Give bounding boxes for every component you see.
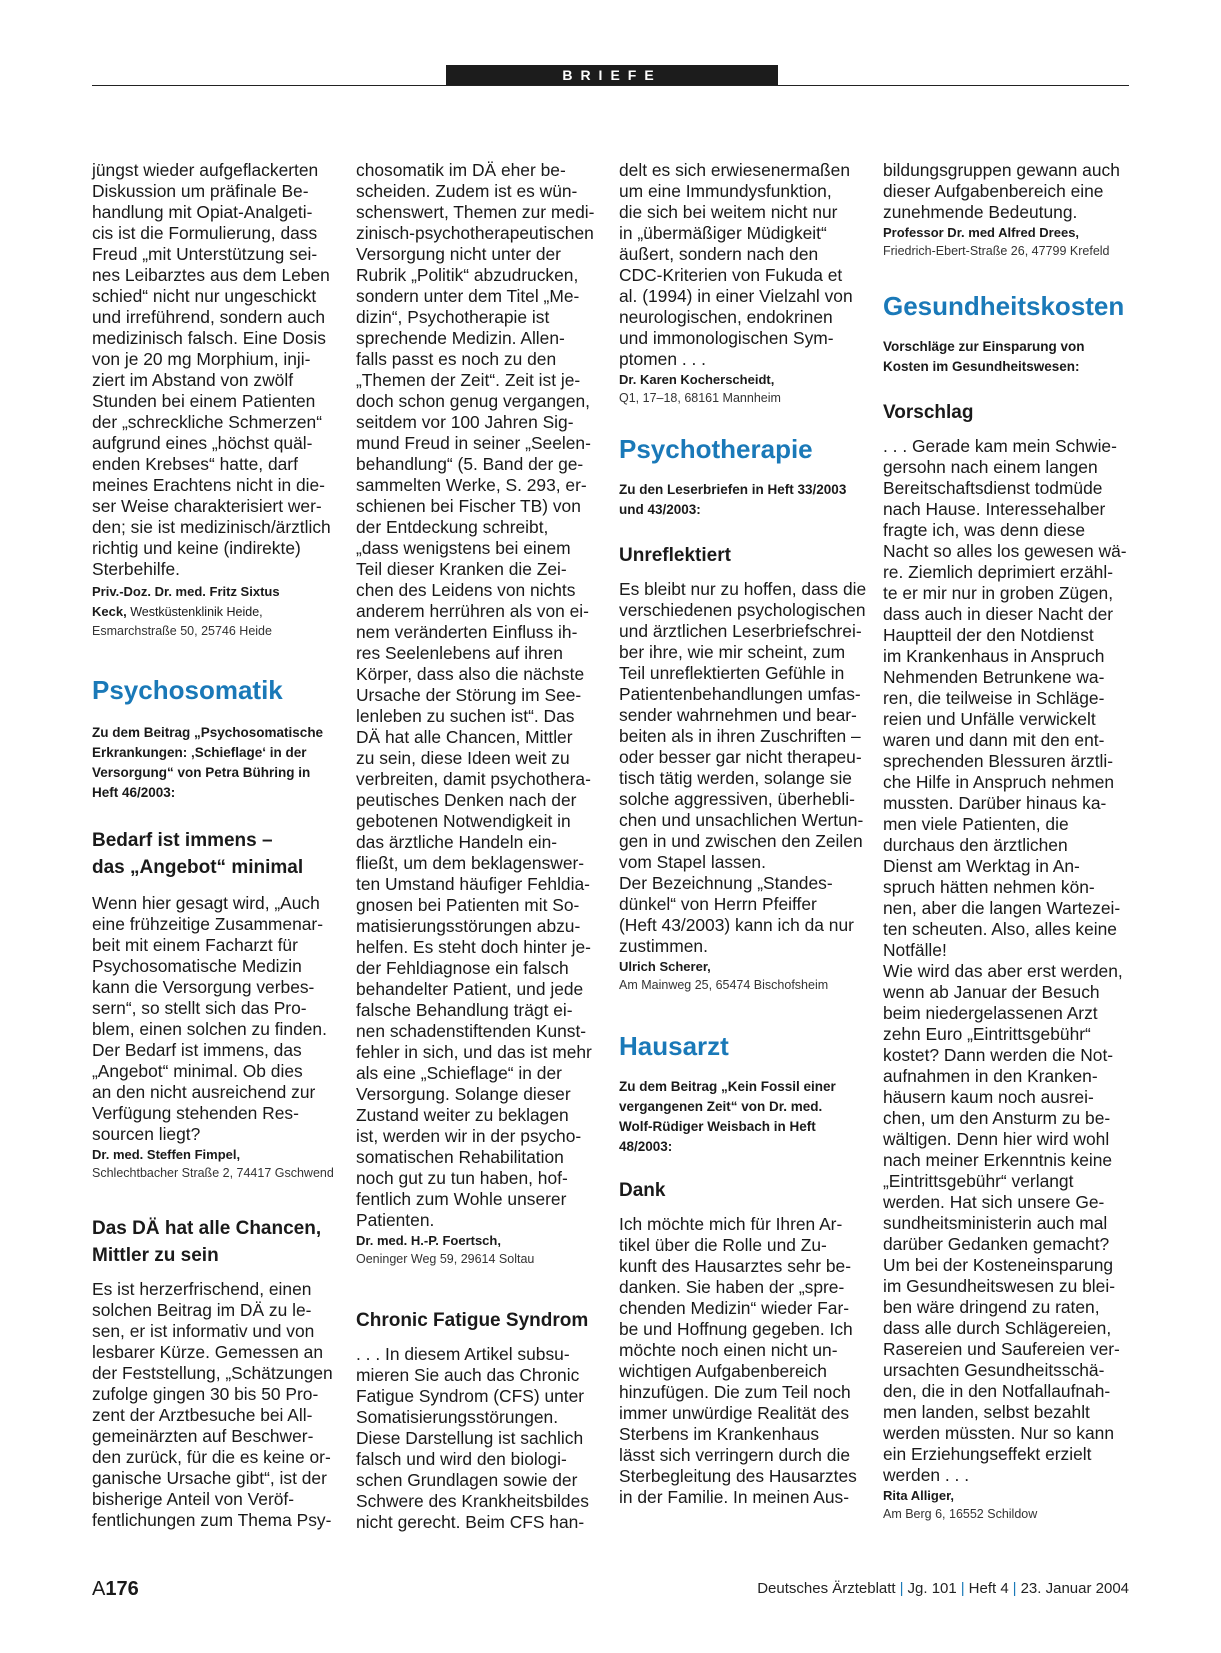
column-2 [356, 160, 608, 1533]
signature-name: Rita Alliger, [883, 1488, 955, 1503]
letter-headline: Das DÄ hat alle Chancen, Mittler zu sein [92, 1218, 322, 1266]
letter-headline: Bedarf ist immens – das „Angebot“ minimal [92, 830, 304, 878]
date: 23. Januar 2004 [1020, 1580, 1129, 1597]
column-4 [883, 160, 1135, 1524]
signature-address: Oeninger Weg 59, 29614 Soltau [356, 1252, 535, 1266]
signature-name: Dr. med. Steffen Fimpel, [92, 1147, 241, 1162]
signature-address: Esmarchstraße 50, 25746 Heide [92, 624, 272, 638]
signature-address: Am Berg 6, 16552 Schildow [883, 1507, 1038, 1521]
section-intro: Zu dem Beitrag „Kein Fossil einer vergangenen Zeit“ von Dr. med. Wolf-Rüdiger Weisbach in Heft 48/2003: [619, 1079, 836, 1154]
body-text: bildungsgruppen gewann auch dieser Aufgabenbereich eine zunehmende Bedeutung. [883, 160, 1120, 222]
column-3 [619, 160, 871, 1508]
section-intro: Zu dem Beitrag „Psychosomatische Erkrankungen: ‚Schieflage‘ in der Versorgung“ von Petra Bühring in Heft 46/2003: [92, 725, 324, 800]
page-prefix: A [92, 1578, 106, 1600]
page-number-value: 176 [105, 1578, 139, 1600]
section-title: Hausarzt [619, 1031, 729, 1061]
volume: Jg. 101 [907, 1580, 957, 1597]
signature-address: Q1, 17–18, 68161 Mannheim [619, 391, 781, 405]
body-text: Wenn hier gesagt wird, „Auch eine frühzeitige Zusammenar- beit mit einem Facharzt für Psychosomatische Medizin kann die Versorgung verbes- sern“, so stellt sich das Pro- blem, einen solchen zu finden. Der Bedarf ist immens, das „Angebot“ minimal. Ob dies an den nicht ausreichend zur Verfügung stehenden Res- sourcen liegt? [92, 893, 327, 1144]
section-label: BRIEFE [446, 65, 778, 85]
letter-headline: Chronic Fatigue Syndrom [356, 1310, 589, 1331]
signature [92, 582, 344, 622]
body-text: . . . Gerade kam mein Schwie- gersohn nach einem langen Bereitschaftsdienst todmüde nach Hause. Interessehalber fragte ich, was denn diese Nacht so alles los gewesen wä- re. Ziemlich deprimiert erzähl- te er mir nur in groben Zügen, dass auch in dieser Nacht der Hauptteil der den Notdienst im Krankenhaus in Anspruch Nehmenden Betrunkene wa- ren, die teilweise in Schläge- reien und Unfälle verwickelt waren und dann mit den ent- sprechenden Blessuren ärztli- che Hilfe in Anspruch nehmen mussten. Darüber hinaus ka- men viele Patienten, die durchaus den ärztlichen Dienst am Werktag in An- spruch hätten nehmen kön- nen, aber die langen Wartezei- ten scheuten. Also, alles keine Notfälle! Wie wird das aber erst werden, wenn ab Januar der Besuch beim niedergelassenen Arzt zehn Euro „Eintrittsgebühr“ kostet? Dann werden die Not- aufnahmen in den Kranken- häusern kaum noch ausrei- chen, um den Ansturm zu be- wältigen. Denn hier wird wohl nach meiner Erkenntnis keine „Eintrittsgebühr“ verlangt werden. Hat sich unsere Ge- sundheitsministerin auch mal darüber Gedanken gemacht? Um bei der Kosteneinsparung im Gesundheitswesen zu blei- ben wäre dringend zu raten, dass alle durch Schlägereien, Rasereien und Saufereien ver- ursachten Gesundheitsschä- den, die in den Notfallaufnah- men landen, selbst bezahlt werden müssten. Nur so kann ein Erziehungseffekt erzielt werden . . . [883, 436, 1127, 1485]
signature-name: Priv.-Doz. Dr. med. Fritz Sixtus Keck, [92, 584, 280, 619]
section-title: Psychotherapie [619, 434, 813, 464]
body-text: chosomatik im DÄ eher be- scheiden. Zudem ist es wün- schenswert, Themen zur medi- zinisch-psychotherapeutischen Versorgung nicht unter der Rubrik „Politik“ abzudrucken, sondern unter dem Titel „Me- dizin“, Psychotherapie ist sprechende Medizin. Allen- falls passt es noch zu den „Themen der Zeit“. Zeit ist je- doch schon genug vergangen, seitdem vor 100 Jahren Sig- mund Freud in seiner „Seelen- behandlung“ (5. Band der ge- sammelten Werke, S. 293, er- schienen bei Fischer TB) von der Entdeckung schreibt, „dass wenigstens bei einem Teil dieser Kranken die Zei- chen des Leidens von nichts anderem herrühren als von ei- nem veränderten Einfluss ih- res Seelenlebens auf ihren Körper, dass also die nächste Ursache der Störung im See- lenleben zu suchen ist“. Das DÄ hat alle Chancen, Mittler zu sein, diese Ideen weit zu verbreiten, damit psychothera- peutisches Denken nach der gebotenen Notwendigkeit in das ärztliche Handeln ein- fließt, um dem beklagenswer- ten Umstand häufiger Fehldia- gnosen bei Patienten mit So- matisierungsstörungen abzu- helfen. Es steht doch hinter je- der Fehldiagnose ein falsch behandelter Patient, und jede falsche Behandlung trägt ei- nen schadenstiftenden Kunst- fehler in sich, und das ist mehr als eine „Schieflage“ in der Versorgung. Solange dieser Zustand weiter zu beklagen ist, werden wir in der psycho- somatischen Rehabilitation noch gut zu tun haben, hof- fentlich zum Wohle unserer Patienten. [356, 160, 595, 1230]
section-title: Psychosomatik [92, 675, 283, 705]
section-intro: Vorschläge zur Einsparung von Kosten im Gesundheitswesen: [883, 339, 1085, 374]
body-text: Ich möchte mich für Ihren Ar- tikel über die Rolle und Zu- kunft des Hausarztes sehr be- danken. Sie haben der „spre- chenden Medizin“ wieder Far- be und Hoffnung gegeben. Ich möchte noch einen nicht un- wichtigen Aufgabenbereich hinzufügen. Die zum Teil noch immer unwürdige Realität des Sterbens im Krankenhaus lässt sich verringern durch die Sterbegleitung des Hausarztes in der Familie. In meinen Aus- [619, 1214, 857, 1507]
issue: Heft 4 [968, 1580, 1009, 1597]
signature-address: Am Mainweg 25, 65474 Bischofsheim [619, 978, 829, 992]
letter-headline: Unreflektiert [619, 545, 731, 566]
signature-name: Dr. med. H.-P. Foertsch, [356, 1233, 501, 1248]
signature-name: Professor Dr. med Alfred Drees, [883, 225, 1080, 240]
body-text: Es ist herzerfrischend, einen solchen Beitrag im DÄ zu le- sen, er ist informativ und von lesbarer Kürze. Gemessen an der Feststellung, „Schätzungen zufolge gingen 30 bis 50 Pro- zent der Arztbesuche bei All- gemeinärzten auf Beschwer- den zurück, für die es keine or- ganische Ursache gibt“, ist der bisherige Anteil von Veröf- fentlichungen zum Thema Psy- [92, 1279, 333, 1530]
letter-headline: Vorschlag [883, 402, 974, 423]
signature-name: Ulrich Scherer, [619, 959, 711, 974]
body-text: Es bleibt nur zu hoffen, dass die verschiedenen psychologischen und ärztlichen Leserbriefschrei- ber ihre, wie mir scheint, zum Teil unreflektierten Gefühle in Patientenbehandlungen umfas- sender wahrnehmen und bear- beiten als in ihren Zuschriften – oder besser gar nicht therapeu- tisch tätig werden, solange sie solche aggressiven, überhebli- chen und unsachlichen Wertun- gen in und zwischen den Zeilen vom Stapel lassen. Der Bezeichnung „Standes- dünkel“ von Herrn Pfeiffer (Heft 43/2003) kann ich da nur zustimmen. [619, 579, 867, 956]
header-rule [92, 85, 1129, 86]
section-title: Gesundheitskosten [883, 291, 1125, 321]
signature-address: Schlechtbacher Straße 2, 74417 Gschwend [92, 1166, 334, 1180]
letter-headline: Dank [619, 1180, 666, 1201]
body-text: . . . In diesem Artikel subsu- mieren Sie auch das Chronic Fatigue Syndrom (CFS) unter Somatisierungsstörungen. Diese Darstellung ist sachlich falsch und wird den biologi- schen Grundlagen sowie der Schwere des Krankheitsbildes nicht gerecht. Beim CFS han- [356, 1344, 589, 1532]
signature-name: Dr. Karen Kocherscheidt, [619, 372, 775, 387]
column-1 [92, 160, 344, 1531]
signature-address: Friedrich-Ebert-Straße 26, 47799 Krefeld [883, 244, 1110, 258]
journal-name: Deutsches Ärzteblatt [757, 1580, 896, 1597]
body-text: delt es sich erwiesenermaßen um eine Immundysfunktion, die sich bei weitem nicht nur in „übermäßiger Müdigkeit“ äußert, sondern nach den CDC-Kriterien von Fukuda et al. (1994) in einer Vielzahl von neurologischen, endokrinen und immonologischen Sym- ptomen . . . [619, 160, 853, 369]
section-intro: Zu den Leserbriefen in Heft 33/2003 und 43/2003: [619, 482, 847, 517]
signature-address: Westküstenklinik Heide, [130, 605, 263, 619]
page-number [92, 1578, 139, 1601]
footer-citation: Deutsches Ärzteblatt | Jg. 101 | Heft 4 | 23. Januar 2004 [757, 1580, 1129, 1597]
body-text: jüngst wieder aufgeflackerten Diskussion um präfinale Be- handlung mit Opiat-Analgeti- cis ist die Formulierung, dass Freud „mit Unterstützung sei- nes Leibarztes aus dem Leben schied“ nicht nur ungeschickt und irreführend, sondern auch medizinisch falsch. Eine Dosis von je 20 mg Morphium, inji- ziert im Abstand von zwölf Stunden bei einem Patienten der „schreckliche Schmerzen“ aufgrund eines „höchst quäl- enden Krebses“ hatte, darf meines Erachtens nicht in die- ser Weise charakterisiert wer- den; sie ist medizinisch/ärztlich richtig und keine (indirekte) Sterbehilfe. [92, 160, 331, 579]
